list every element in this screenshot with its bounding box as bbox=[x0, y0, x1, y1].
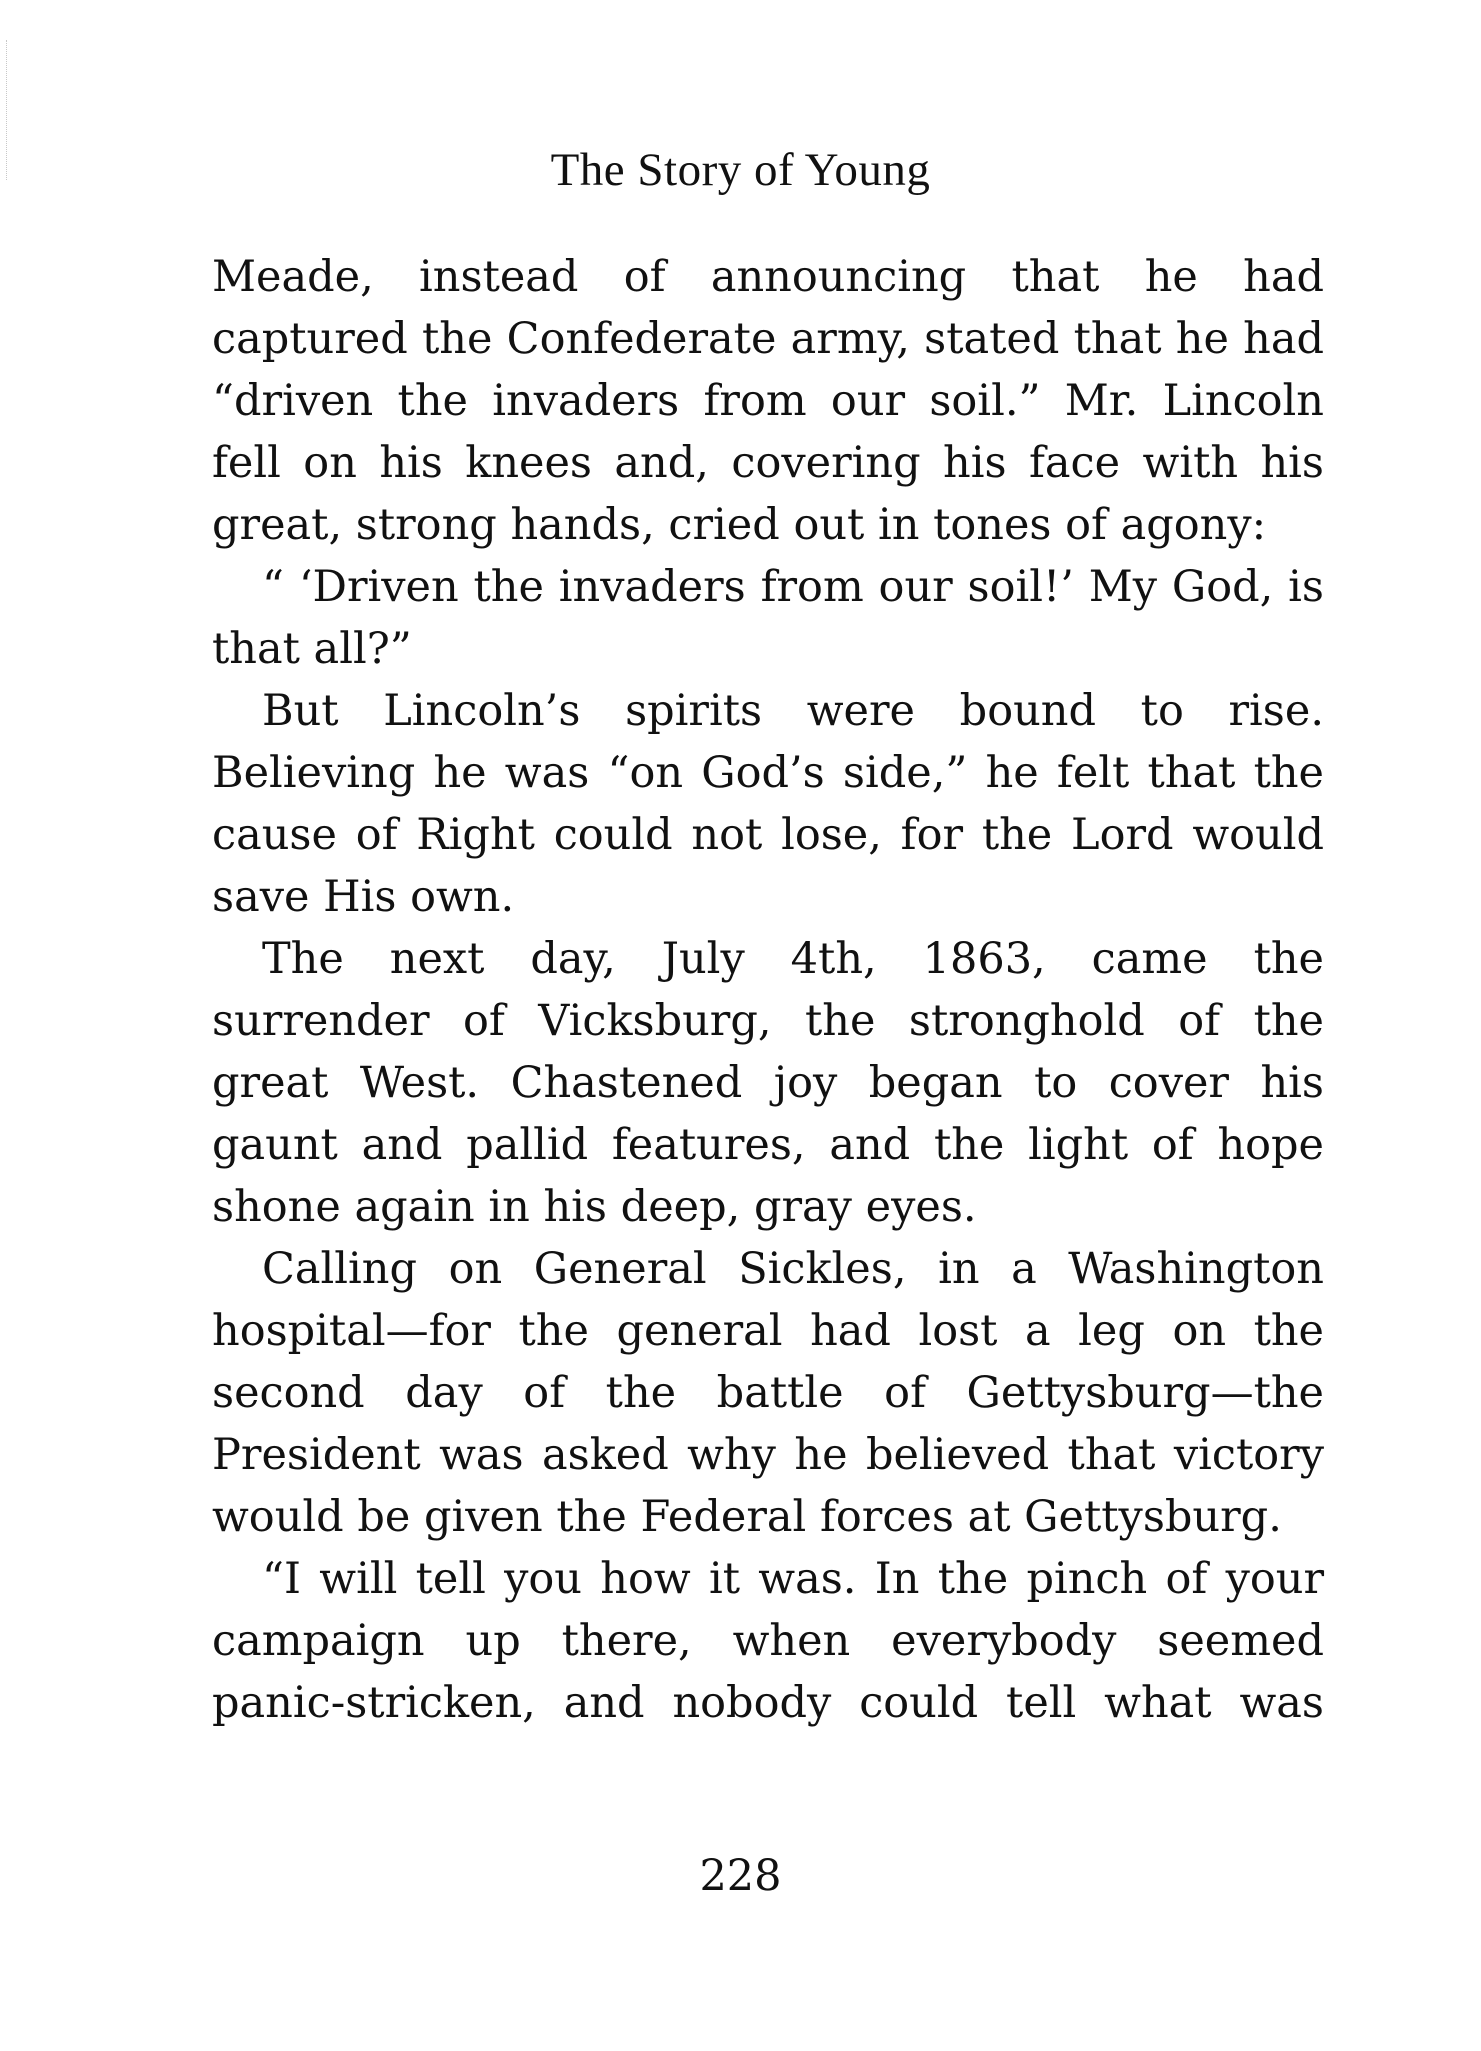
page-number: 228 bbox=[699, 1851, 782, 1901]
paragraph-meade: Meade, instead of announcing that he had captured the Confederate army, stated that he had “driven the invaders from our soil.” Mr. Lincoln fell on his knees and, covering his face with his great, strong hands, cried out in tones of agony: bbox=[212, 252, 1324, 550]
paragraph-lincoln-reply: “I will tell you how it was. In the pinch of your campaign up there, when everybody seemed panic-stricken, and nobody could tell what was bbox=[212, 1554, 1324, 1728]
paragraph-vicksburg: The next day, July 4th, 1863, came the surrender of Vicksburg, the stronghold of the great West. Chastened joy began to cover his gaunt and pallid features, and the light of hope shone again in his deep, gray eyes. bbox=[212, 934, 1324, 1232]
running-head-title: The Story of Young bbox=[550, 144, 931, 196]
paragraph-sickles: Calling on General Sickles, in a Washington hospital—for the general had lost a leg on the second day of the battle of Gettysburg—the President was asked why he believed that victory would be given the Federal forces at Gettysburg. bbox=[212, 1244, 1324, 1542]
body-text bbox=[212, 246, 1324, 1734]
paragraph-lincoln-spirits: But Lincoln’s spirits were bound to rise. Believing he was “on God’s side,” he felt that the cause of Right could not lose, for the Lord would save His own. bbox=[212, 686, 1324, 922]
paragraph-driven-quote: “ ‘Driven the invaders from our soil!’ My God, is that all?” bbox=[212, 562, 1324, 674]
